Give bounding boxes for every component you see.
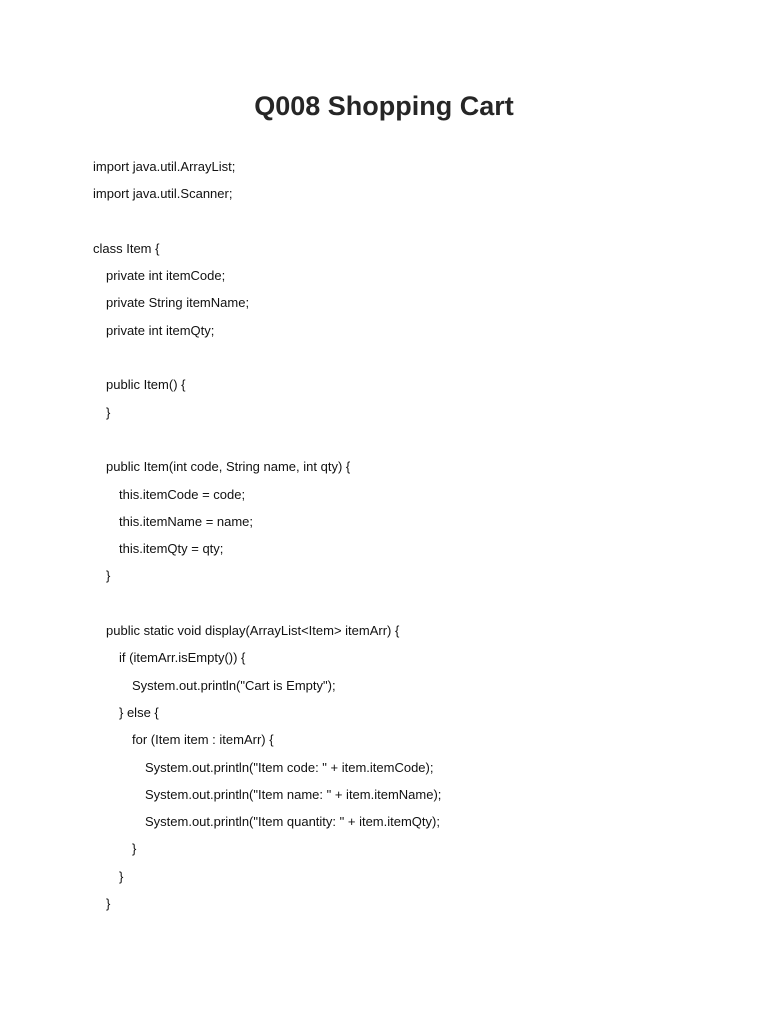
code-line: System.out.println("Item name: " + item.itemName); <box>145 786 442 802</box>
code-blank-line <box>93 426 441 453</box>
code-blank-line <box>93 590 441 617</box>
code-line: public Item() { <box>106 377 186 393</box>
code-line: this.itemName = name; <box>119 513 254 529</box>
code-block <box>93 153 441 917</box>
code-line: this.itemQty = qty; <box>119 541 224 557</box>
code-line: } <box>106 896 111 912</box>
code-blank-line <box>93 344 441 371</box>
code-line: class Item { <box>93 240 160 256</box>
code-line: } else { <box>119 704 159 720</box>
code-line: private int itemQty; <box>106 322 215 338</box>
code-line: } <box>106 568 111 584</box>
code-line: System.out.println("Item quantity: " + item.itemQty); <box>145 814 440 830</box>
code-line: public static void display(ArrayList<Item> itemArr) { <box>106 623 400 639</box>
code-blank-line <box>93 208 441 235</box>
code-line: if (itemArr.isEmpty()) { <box>119 650 246 666</box>
code-line: } <box>119 868 124 884</box>
code-line: System.out.println("Cart is Empty"); <box>132 677 336 693</box>
code-line: import java.util.ArrayList; <box>93 159 236 174</box>
code-line: } <box>132 841 137 857</box>
code-line: } <box>106 404 111 420</box>
code-line: public Item(int code, String name, int qty) { <box>106 459 351 475</box>
code-line: System.out.println("Item code: " + item.itemCode); <box>145 759 434 775</box>
code-line: private int itemCode; <box>106 268 226 284</box>
code-line: for (Item item : itemArr) { <box>132 732 274 748</box>
code-line: import java.util.Scanner; <box>93 186 233 202</box>
page-title: Q008 Shopping Cart <box>254 91 514 121</box>
code-line: this.itemCode = code; <box>119 486 246 502</box>
code-line: private String itemName; <box>106 295 250 311</box>
